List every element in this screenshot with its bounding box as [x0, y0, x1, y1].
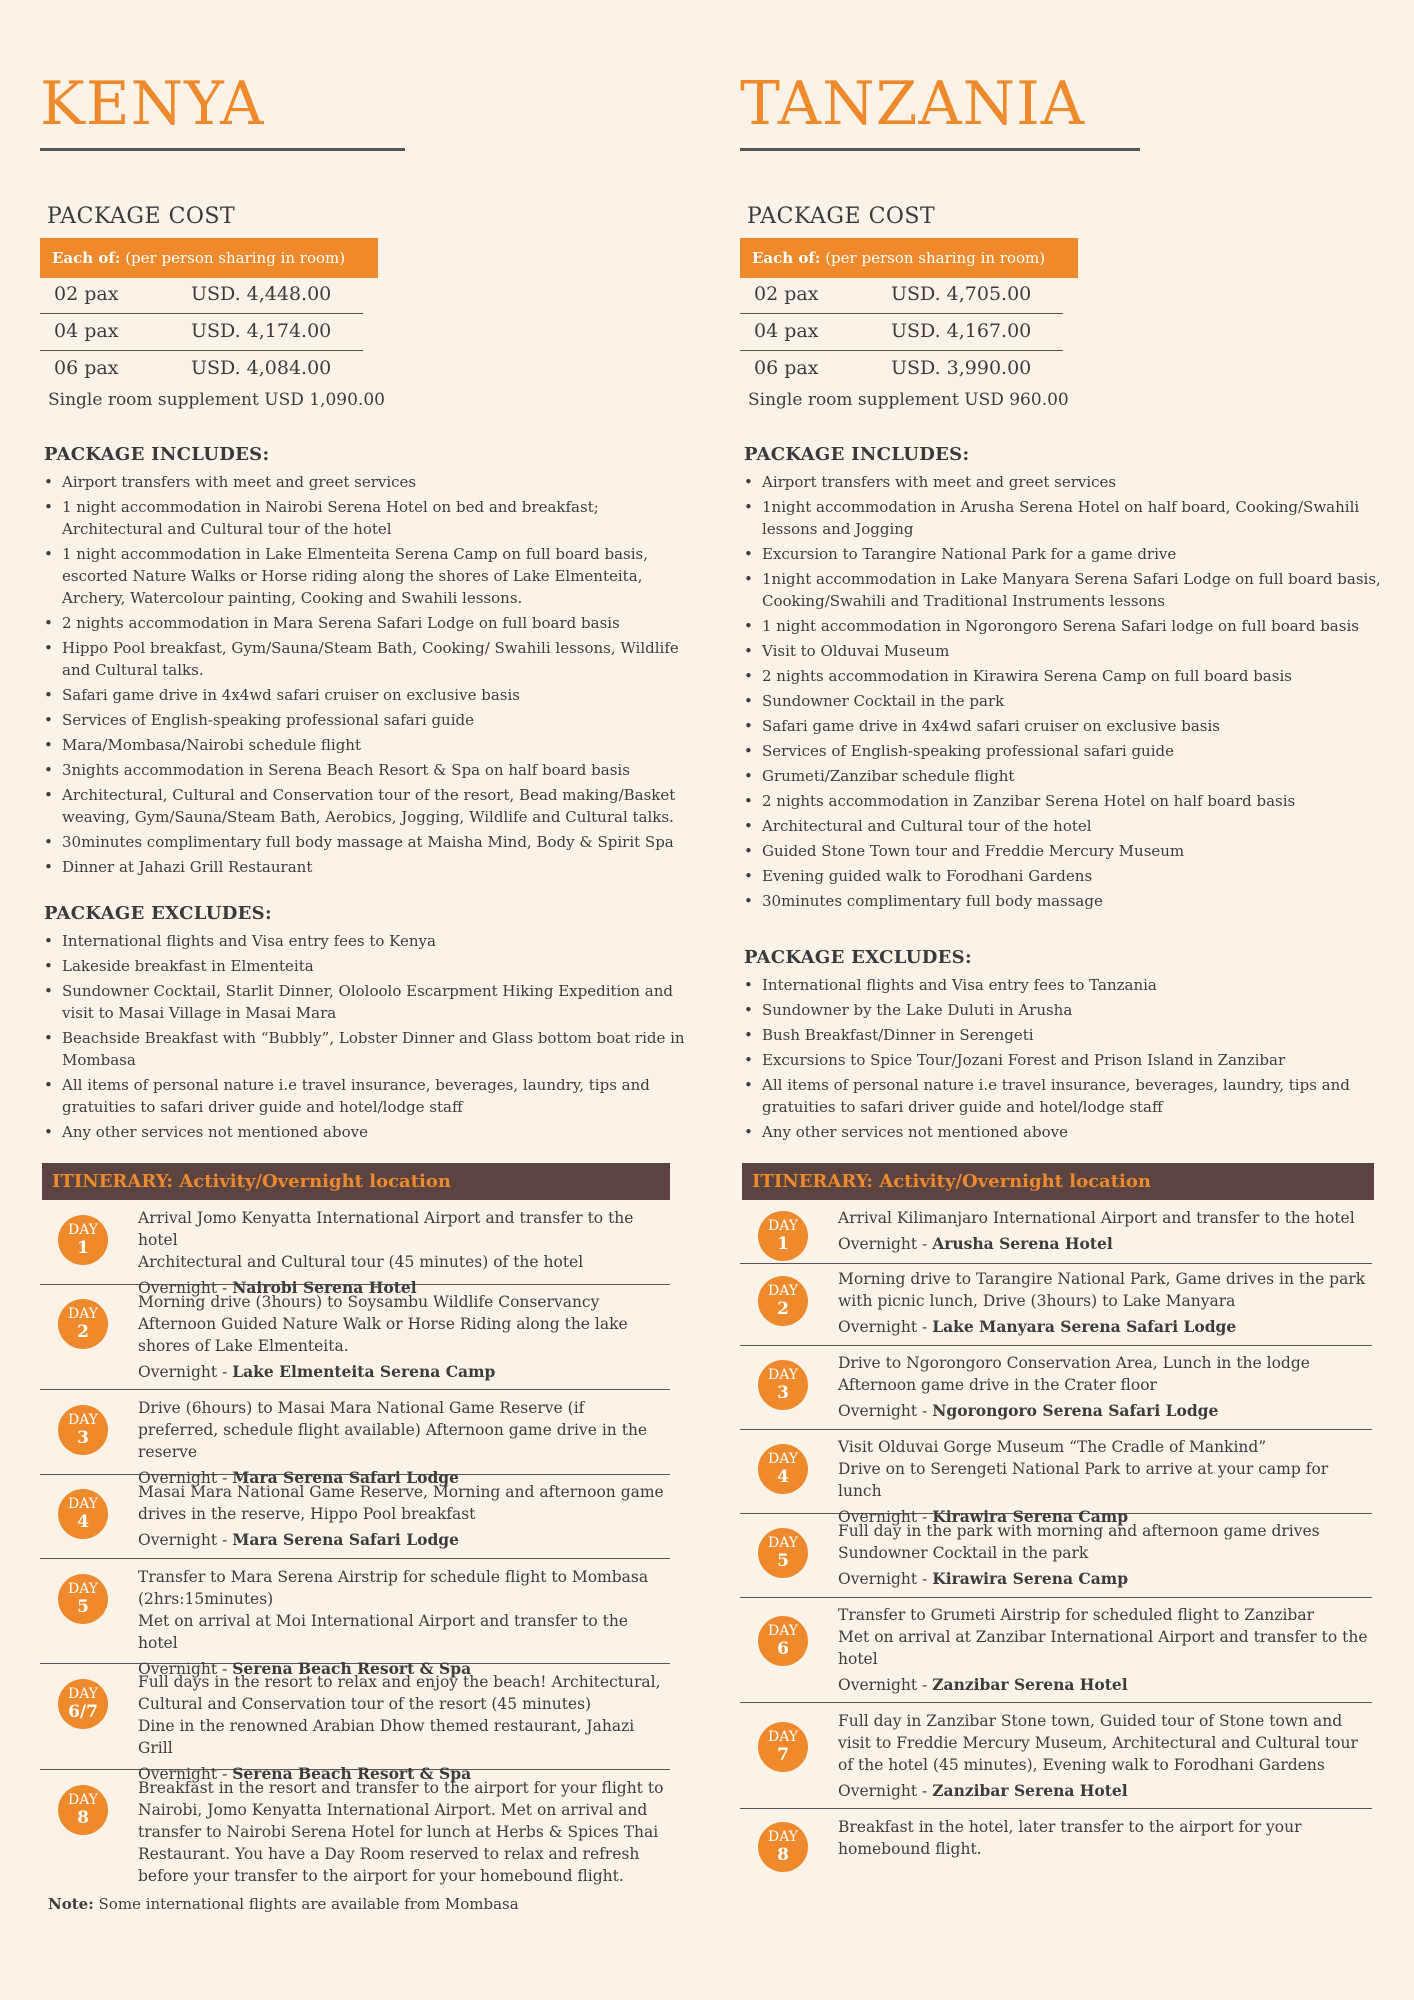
overnight-line: Overnight - Serena Beach Resort & Spa	[138, 1659, 472, 1678]
price-banner-text: (per person sharing in room)	[125, 249, 346, 267]
includes-heading: PACKAGE INCLUDES:	[744, 444, 970, 465]
day-number: 2	[77, 1322, 89, 1342]
overnight-line: Overnight - Kirawira Serena Camp	[838, 1569, 1129, 1588]
footnote	[48, 1895, 519, 1913]
itinerary-day	[40, 1777, 670, 1889]
day-description	[838, 1816, 1368, 1860]
list-item: • Airport transfers with meet and greet services	[40, 471, 690, 493]
day-badge	[58, 1215, 108, 1265]
overnight-location: Kirawira Serena Camp	[932, 1507, 1129, 1526]
list-item: • Guided Stone Town tour and Freddie Mercury Museum	[740, 840, 1390, 862]
list-item: • Sundowner by the Lake Duluti in Arusha	[740, 999, 1390, 1021]
list-item: • 3nights accommodation in Serena Beach Resort & Spa on half board basis	[40, 759, 690, 781]
price-row	[40, 350, 363, 387]
day-badge	[758, 1360, 808, 1410]
itinerary-day	[740, 1352, 1372, 1430]
list-item: • All items of personal nature i.e travel insurance, beverages, laundry, tips and gratuities to safari driver guide and hotel/lodge staff	[740, 1074, 1390, 1118]
day-description	[138, 1291, 668, 1383]
day-line: Architectural and Cultural tour (45 minutes) of the hotel	[138, 1253, 584, 1271]
day-description	[138, 1207, 668, 1299]
day-number: 8	[77, 1808, 89, 1828]
price-banner-text: (per person sharing in room)	[825, 249, 1046, 267]
day-line: Arrival Kilimanjaro International Airport and transfer to the hotel	[838, 1209, 1355, 1227]
day-description	[838, 1352, 1368, 1422]
day-line: Transfer to Mara Serena Airstrip for schedule flight to Mombasa (2hrs:15minutes)	[138, 1568, 649, 1608]
day-label: DAY	[67, 1792, 98, 1808]
day-number: 6	[777, 1639, 789, 1659]
single-supplement: Single room supplement USD 1,090.00	[48, 390, 385, 410]
price-amount: USD. 3,990.00	[891, 357, 1032, 379]
day-number: 1	[77, 1238, 89, 1258]
day-line: Drive (6hours) to Masai Mara National Game Reserve (if preferred, schedule flight available) Afternoon game drive in the reserve	[138, 1399, 648, 1461]
itinerary-heading: ITINERARY: Activity/Overnight location	[742, 1163, 1374, 1200]
list-item: • Beachside Breakfast with “Bubbly”, Lobster Dinner and Glass bottom boat ride in Mombasa	[40, 1027, 690, 1071]
price-banner-bold: Each of:	[752, 249, 821, 267]
day-line: Full day in the park with morning and afternoon game drives	[838, 1522, 1320, 1540]
day-badge	[58, 1299, 108, 1349]
price-banner	[740, 238, 1078, 278]
day-line: Masai Mara National Game Reserve, Morning and afternoon game drives in the reserve, Hippo Pool breakfast	[138, 1483, 664, 1523]
list-item: • 2 nights accommodation in Kirawira Serena Camp on full board basis	[740, 665, 1390, 687]
day-label: DAY	[67, 1686, 98, 1702]
day-number: 4	[777, 1467, 789, 1487]
overnight-line: Overnight - Nairobi Serena Hotel	[138, 1278, 417, 1297]
overnight-location: Ngorongoro Serena Safari Lodge	[932, 1401, 1219, 1420]
list-item: • 1 night accommodation in Nairobi Serena Hotel on bed and breakfast; Architectural and Cultural tour of the hotel	[40, 496, 690, 540]
overnight-line: Overnight - Ngorongoro Serena Safari Lodge	[838, 1401, 1219, 1420]
list-item: • Visit to Olduvai Museum	[740, 640, 1390, 662]
day-label: DAY	[767, 1623, 798, 1639]
single-supplement: Single room supplement USD 960.00	[748, 390, 1069, 410]
price-row	[740, 350, 1063, 387]
day-badge	[58, 1489, 108, 1539]
list-item: • Grumeti/Zanzibar schedule flight	[740, 765, 1390, 787]
day-line: Breakfast in the resort and transfer to the airport for your flight to Nairobi, Jomo Kenyatta International Airport. Met on arrival and transfer to Nairobi Serena Hotel for lunch at Herbs & Spices Thai Restaurant. You have a Day Room reserved to relax and refresh before your transfer to the airport for your homebound flight.	[138, 1779, 664, 1885]
list-item: • Sundowner Cocktail in the park	[740, 690, 1390, 712]
list-item: • Sundowner Cocktail, Starlit Dinner, Ololoolo Escarpment Hiking Expedition and visit to Masai Village in Masai Mara	[40, 980, 690, 1024]
day-badge	[758, 1616, 808, 1666]
list-item: • Any other services not mentioned above	[40, 1121, 690, 1143]
day-line: Afternoon Guided Nature Walk or Horse Riding along the lake shores of Lake Elmenteita.	[138, 1315, 628, 1355]
overnight-line: Overnight - Serena Beach Resort & Spa	[138, 1764, 472, 1783]
day-line: Met on arrival at Zanzibar International Airport and transfer to the hotel	[838, 1628, 1368, 1668]
pax-count: 02 pax	[754, 283, 819, 305]
day-line: Transfer to Grumeti Airstrip for scheduled flight to Zanzibar	[838, 1606, 1314, 1624]
price-amount: USD. 4,448.00	[191, 283, 332, 305]
excludes-heading: PACKAGE EXCLUDES:	[44, 903, 272, 924]
day-number: 7	[777, 1745, 789, 1765]
list-item: • Services of English-speaking professional safari guide	[40, 709, 690, 731]
itinerary-heading: ITINERARY: Activity/Overnight location	[42, 1163, 670, 1200]
day-description	[138, 1397, 668, 1489]
package-cost-heading: PACKAGE COST	[747, 204, 936, 229]
list-item: • 30minutes complimentary full body massage	[740, 890, 1390, 912]
includes-list	[40, 471, 690, 881]
pax-count: 02 pax	[54, 283, 119, 305]
day-description	[838, 1710, 1368, 1802]
day-description	[138, 1481, 668, 1551]
list-item: • Safari game drive in 4x4wd safari cruiser on exclusive basis	[40, 684, 690, 706]
day-label: DAY	[67, 1222, 98, 1238]
overnight-location: Serena Beach Resort & Spa	[232, 1764, 472, 1783]
excludes-list	[40, 930, 690, 1146]
pax-count: 06 pax	[54, 357, 119, 379]
price-banner	[40, 238, 378, 278]
day-description	[838, 1268, 1368, 1338]
overnight-line: Overnight - Zanzibar Serena Hotel	[838, 1675, 1128, 1694]
day-number: 3	[777, 1383, 789, 1403]
list-item: • Lakeside breakfast in Elmenteita	[40, 955, 690, 977]
list-item: • Bush Breakfast/Dinner in Serengeti	[740, 1024, 1390, 1046]
itinerary-day	[740, 1710, 1372, 1809]
day-number: 8	[777, 1845, 789, 1865]
overnight-line: Overnight - Zanzibar Serena Hotel	[838, 1781, 1128, 1800]
day-badge	[758, 1211, 808, 1261]
itinerary-day	[40, 1207, 670, 1297]
list-item: • 2 nights accommodation in Mara Serena Safari Lodge on full board basis	[40, 612, 690, 634]
price-banner-bold: Each of:	[52, 249, 121, 267]
price-row	[40, 276, 363, 314]
day-description	[138, 1777, 668, 1887]
day-number: 2	[777, 1299, 789, 1319]
country-title: TANZANIA	[740, 69, 1086, 139]
day-badge	[758, 1276, 808, 1326]
includes-list	[740, 471, 1390, 915]
title-underline	[740, 148, 1140, 151]
list-item: • Services of English-speaking professional safari guide	[740, 740, 1390, 762]
overnight-location: Kirawira Serena Camp	[932, 1569, 1129, 1588]
day-line: Morning drive (3hours) to Soysambu Wildlife Conservancy	[138, 1293, 600, 1311]
day-label: DAY	[767, 1367, 798, 1383]
day-label: DAY	[767, 1829, 798, 1845]
price-amount: USD. 4,084.00	[191, 357, 332, 379]
day-line: Morning drive to Tarangire National Park, Game drives in the park with picnic lunch, Drive (3hours) to Lake Manyara	[838, 1270, 1366, 1310]
overnight-line: Overnight - Lake Elmenteita Serena Camp	[138, 1362, 496, 1381]
price-amount: USD. 4,167.00	[891, 320, 1032, 342]
day-line: Dine in the renowned Arabian Dhow themed restaurant, Jahazi Grill	[138, 1717, 635, 1757]
itinerary-day	[40, 1397, 670, 1487]
itinerary-day	[40, 1481, 670, 1559]
overnight-location: Lake Elmenteita Serena Camp	[232, 1362, 496, 1381]
overnight-line: Overnight - Mara Serena Safari Lodge	[138, 1468, 459, 1487]
day-line: Full day in Zanzibar Stone town, Guided tour of Stone town and visit to Freddie Mercury Museum, Architectural and Cultural tour of the hotel (45 minutes), Evening walk to Forodhani Gardens	[838, 1712, 1358, 1774]
country-title: KENYA	[40, 69, 265, 139]
price-row	[40, 313, 363, 351]
list-item: • International flights and Visa entry fees to Tanzania	[740, 974, 1390, 996]
price-amount: USD. 4,705.00	[891, 283, 1032, 305]
title-underline	[40, 148, 405, 151]
price-row	[740, 276, 1063, 314]
itinerary-day	[40, 1566, 670, 1678]
list-item: • 2 nights accommodation in Zanzibar Serena Hotel on half board basis	[740, 790, 1390, 812]
day-description	[138, 1566, 668, 1680]
list-item: • Evening guided walk to Forodhani Gardens	[740, 865, 1390, 887]
day-line: Arrival Jomo Kenyatta International Airport and transfer to the hotel	[138, 1209, 634, 1249]
day-number: 5	[77, 1597, 89, 1617]
day-line: Afternoon game drive in the Crater floor	[838, 1376, 1157, 1394]
day-badge	[58, 1785, 108, 1835]
note-text: Some international flights are available from Mombasa	[98, 1895, 519, 1913]
day-description	[838, 1520, 1368, 1590]
day-description	[838, 1604, 1368, 1696]
overnight-location: Arusha Serena Hotel	[932, 1234, 1113, 1253]
itinerary-day	[740, 1436, 1372, 1526]
day-number: 3	[77, 1428, 89, 1448]
day-line: Visit Olduvai Gorge Museum “The Cradle of Mankind”	[838, 1438, 1267, 1456]
day-number: 4	[77, 1512, 89, 1532]
list-item: • Mara/Mombasa/Nairobi schedule flight	[40, 734, 690, 756]
itinerary-day	[740, 1816, 1372, 1876]
day-line: Drive to Ngorongoro Conservation Area, Lunch in the lodge	[838, 1354, 1310, 1372]
day-label: DAY	[767, 1218, 798, 1234]
list-item: • Excursion to Tarangire National Park for a game drive	[740, 543, 1390, 565]
overnight-line: Overnight - Lake Manyara Serena Safari Lodge	[838, 1317, 1237, 1336]
overnight-location: Zanzibar Serena Hotel	[932, 1781, 1128, 1800]
day-badge	[758, 1528, 808, 1578]
day-label: DAY	[767, 1729, 798, 1745]
day-description	[838, 1436, 1368, 1528]
overnight-line: Overnight - Kirawira Serena Camp	[838, 1507, 1129, 1526]
list-item: • Airport transfers with meet and greet services	[740, 471, 1390, 493]
overnight-location: Lake Manyara Serena Safari Lodge	[932, 1317, 1237, 1336]
day-label: DAY	[67, 1581, 98, 1597]
list-item: • Architectural, Cultural and Conservation tour of the resort, Bead making/Basket weaving, Gym/Sauna/Steam Bath, Aerobics, Jogging, Wildlife and Cultural talks.	[40, 784, 690, 828]
itinerary-day	[40, 1671, 670, 1783]
day-line: Full days in the resort to relax and enjoy the beach! Architectural, Cultural and Conservation tour of the resort (45 minutes)	[138, 1673, 661, 1713]
day-line: Met on arrival at Moi International Airport and transfer to the hotel	[138, 1612, 628, 1652]
excludes-list	[740, 974, 1390, 1146]
itinerary-day	[740, 1268, 1372, 1346]
day-line: Breakfast in the hotel, later transfer to the airport for your homebound flight.	[838, 1818, 1302, 1858]
overnight-location: Nairobi Serena Hotel	[232, 1278, 417, 1297]
day-badge	[758, 1722, 808, 1772]
day-badge	[758, 1444, 808, 1494]
price-row	[740, 313, 1063, 351]
pax-count: 04 pax	[54, 320, 119, 342]
package-cost-heading: PACKAGE COST	[47, 204, 236, 229]
list-item: • All items of personal nature i.e travel insurance, beverages, laundry, tips and gratuities to safari driver guide and hotel/lodge staff	[40, 1074, 690, 1118]
list-item: • 1 night accommodation in Lake Elmenteita Serena Camp on full board basis, escorted Nature Walks or Horse riding along the shores of Lake Elmenteita, Archery, Watercolour painting, Cooking and Swahili lessons.	[40, 543, 690, 609]
day-label: DAY	[67, 1306, 98, 1322]
day-badge	[58, 1679, 108, 1729]
day-label: DAY	[67, 1496, 98, 1512]
day-label: DAY	[767, 1535, 798, 1551]
overnight-line: Overnight - Arusha Serena Hotel	[838, 1234, 1113, 1253]
list-item: • Architectural and Cultural tour of the hotel	[740, 815, 1390, 837]
list-item: • 30minutes complimentary full body massage at Maisha Mind, Body & Spirit Spa	[40, 831, 690, 853]
overnight-location: Mara Serena Safari Lodge	[232, 1530, 459, 1549]
day-label: DAY	[767, 1451, 798, 1467]
includes-heading: PACKAGE INCLUDES:	[44, 444, 270, 465]
itinerary-day	[40, 1291, 670, 1390]
overnight-line: Overnight - Mara Serena Safari Lodge	[138, 1530, 459, 1549]
itinerary-day	[740, 1604, 1372, 1703]
day-number: 1	[777, 1234, 789, 1254]
day-description	[138, 1671, 668, 1785]
itinerary-day	[740, 1520, 1372, 1598]
overnight-location: Zanzibar Serena Hotel	[932, 1675, 1128, 1694]
itinerary-day	[740, 1207, 1372, 1264]
day-badge	[58, 1574, 108, 1624]
overnight-location: Mara Serena Safari Lodge	[232, 1468, 459, 1487]
list-item: • Safari game drive in 4x4wd safari cruiser on exclusive basis	[740, 715, 1390, 737]
overnight-location: Serena Beach Resort & Spa	[232, 1659, 472, 1678]
price-amount: USD. 4,174.00	[191, 320, 332, 342]
list-item: • 1night accommodation in Lake Manyara Serena Safari Lodge on full board basis, Cooking/Swahili and Traditional Instruments lessons	[740, 568, 1390, 612]
day-description	[838, 1207, 1368, 1255]
day-badge	[758, 1822, 808, 1872]
day-label: DAY	[67, 1412, 98, 1428]
list-item: • 1 night accommodation in Ngorongoro Serena Safari lodge on full board basis	[740, 615, 1390, 637]
day-number: 6/7	[68, 1702, 98, 1722]
pax-count: 06 pax	[754, 357, 819, 379]
pax-count: 04 pax	[754, 320, 819, 342]
list-item: • International flights and Visa entry fees to Kenya	[40, 930, 690, 952]
day-number: 5	[777, 1551, 789, 1571]
note-label: Note:	[48, 1895, 94, 1913]
day-line: Drive on to Serengeti National Park to arrive at your camp for lunch	[838, 1460, 1329, 1500]
list-item: • Hippo Pool breakfast, Gym/Sauna/Steam Bath, Cooking/ Swahili lessons, Wildlife and Cultural talks.	[40, 637, 690, 681]
list-item: • Excursions to Spice Tour/Jozani Forest and Prison Island in Zanzibar	[740, 1049, 1390, 1071]
day-line: Sundowner Cocktail in the park	[838, 1544, 1089, 1562]
day-label: DAY	[767, 1283, 798, 1299]
day-badge	[58, 1405, 108, 1455]
list-item: • 1night accommodation in Arusha Serena Hotel on half board, Cooking/Swahili lessons and Jogging	[740, 496, 1390, 540]
excludes-heading: PACKAGE EXCLUDES:	[744, 947, 972, 968]
list-item: • Any other services not mentioned above	[740, 1121, 1390, 1143]
list-item: • Dinner at Jahazi Grill Restaurant	[40, 856, 690, 878]
